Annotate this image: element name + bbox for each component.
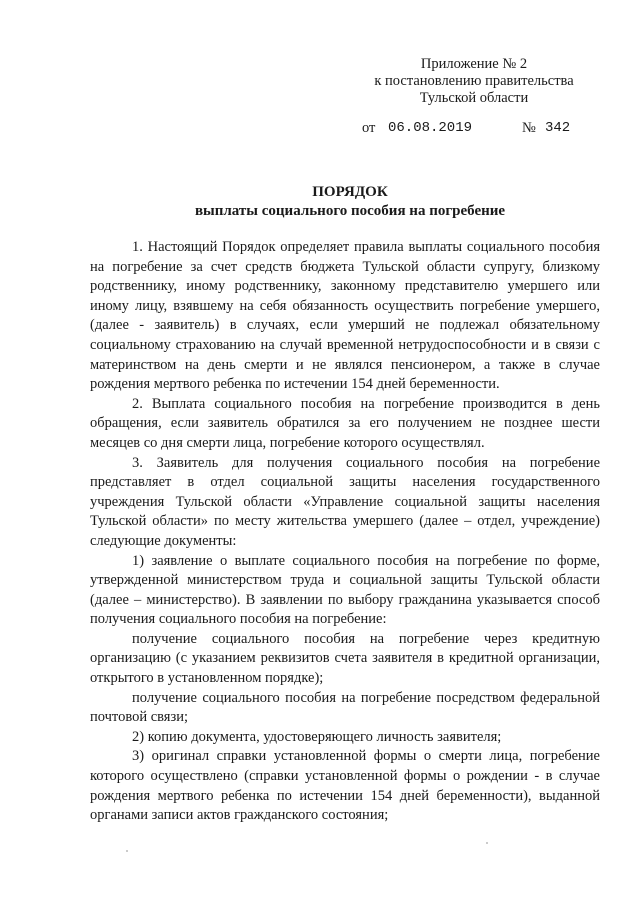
appendix-block — [364, 56, 584, 107]
paragraph-3-item-1-option-1: получение социального пособия на погребение через кредитную организацию (с указанием реквизитов счета заявителя в кредитной организации, открытого в установленном порядке); — [90, 630, 600, 687]
paragraph-3: 3. Заявитель для получения социального пособия на погребение представляет в отдел социальной защиты населения государственного учреждения Тульской области «Управление социальной защиты населения Тульской области» по месту жительства умершего (далее – отдел, учреждение) следующие документы: — [90, 454, 600, 549]
date-prefix: от — [362, 120, 376, 136]
paragraph-3-item-2: 2) копию документа, удостоверяющего личность заявителя; — [132, 728, 502, 745]
appendix-line-3: Тульской области — [419, 90, 529, 106]
title-sub: выплаты социального пособия на погребение — [194, 203, 506, 219]
paragraph-2: 2. Выплата социального пособия на погребение производится в день обращения, если заявитель обратился за его получением не позднее шести месяцев со дня смерти лица, погребение которого осуществлял. — [90, 395, 600, 451]
scan-speck — [486, 842, 488, 844]
document-title — [90, 183, 610, 221]
resolution-date: 06.08.2019 — [388, 120, 473, 136]
document-body — [90, 238, 600, 826]
paragraph-3-item-3: 3) оригинал справки установленной формы о смерти лица, погребение которого осуществлено (справки установленной формы о рождении - в случае рождения мертвого ребенка по истечении 154 дней беременности), выданной органами записи актов гражданского состояния; — [90, 748, 600, 824]
number-sign: № — [522, 120, 536, 136]
appendix-line-2: к постановлению правительства — [374, 73, 574, 89]
paragraph-3-item-1: 1) заявление о выплате социального пособия на погребение по форме, утвержденной министерством труда и социальной защиты Тульской области (далее – министерство). В заявлении по выбору гражданина указывается способ получения социального пособия на погребение: — [90, 552, 600, 628]
paragraph-3-item-1-option-2: получение социального пособия на погребение посредством федеральной почтовой связи; — [90, 689, 600, 726]
appendix-line-1: Приложение № 2 — [420, 56, 528, 72]
resolution-number: 342 — [545, 120, 571, 136]
scan-speck — [126, 850, 128, 852]
paragraph-1: 1. Настоящий Порядок определяет правила выплаты социального пособия на погребение за счет средств бюджета Тульской области супругу, близкому родственнику, иному родственнику, законному представителю умершего или иному лицу, взявшему на себя обязанность осуществить погребение умершего, (далее - заявитель) в случаях, если умерший не подлежал обязательному социальному страхованию на случай временной нетрудоспособности и в связи с материнством на день смерти и не являлся пенсионером, а также в случае рождения мертвого ребенка по истечении 154 дней беременности. — [90, 239, 600, 393]
title-main: ПОРЯДОК — [312, 184, 388, 200]
